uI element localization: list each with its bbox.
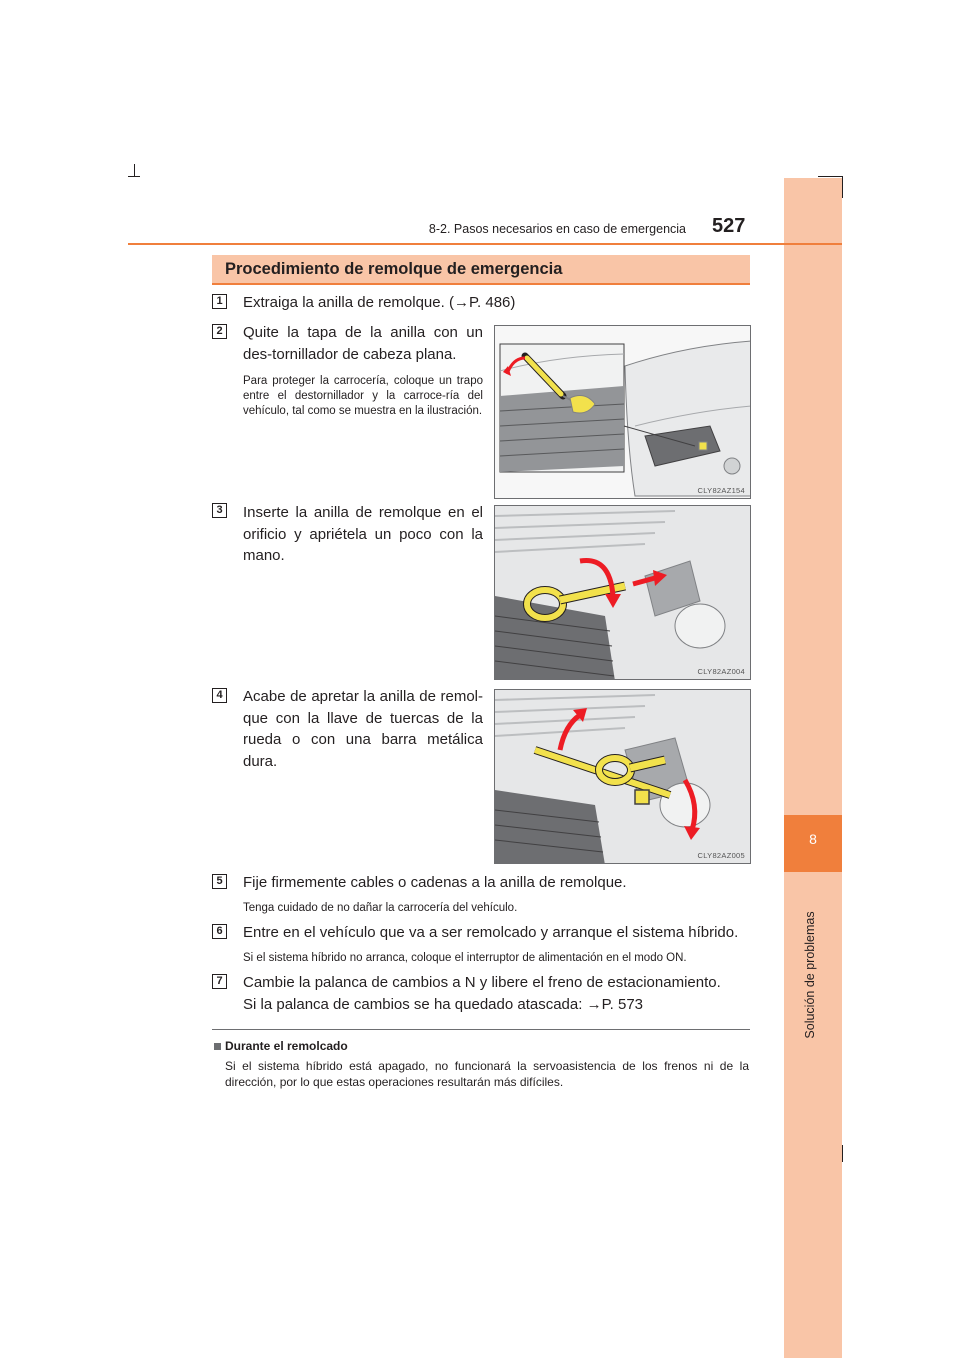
step-text: Fije firmemente cables o cadenas a la anilla de remolque. (243, 874, 627, 891)
header-section-title: 8-2. Pasos necesarios en caso de emergencia (428, 222, 686, 236)
illustration-car-front-screwdriver (495, 326, 751, 499)
step-number: 5 (212, 874, 227, 889)
info-body: Si el sistema híbrido está apagado, no funcionará la servoasistencia de los frenos ni de la dirección, por lo que estas operaciones resultarán más difíciles. (225, 1059, 749, 1089)
step-text-secondary: Si la palanca de cambios se ha quedado atascada: →P. 573 (243, 996, 644, 1013)
chapter-tab (784, 815, 842, 872)
crop-mark (842, 176, 843, 198)
step-text: Entre en el vehículo que va a ser remolcado y arranque el sistema híbrido. (243, 924, 739, 941)
step-number: 1 (212, 294, 227, 309)
chapter-side-band (784, 178, 842, 1358)
header-rule (128, 243, 842, 245)
step-number: 6 (212, 924, 227, 939)
step-text: Quite la tapa de la anilla con un des-tornillador de cabeza plana. (243, 324, 483, 363)
page-number: 527 (712, 215, 746, 237)
figure-tighten-ring (494, 689, 751, 864)
crop-mark (842, 1145, 843, 1162)
chapter-label: Solución de problemas (803, 911, 817, 1039)
step-text: Inserte la anilla de remolque en el orificio y apriétela un poco con la mano. (243, 504, 483, 564)
figure-insert-ring (494, 505, 751, 680)
illustration-insert-tow-ring (495, 506, 751, 680)
step-note: Para proteger la carrocería, coloque un trapo entre el destornillador y la carroce-ría del vehículo, tal como se muestra en la ilustración. (243, 375, 483, 417)
step-text: Acabe de apretar la anilla de remol-que con la llave de tuercas de la rueda o con una barra metálica dura. (243, 688, 483, 770)
crop-mark (128, 176, 140, 177)
step-number: 3 (212, 503, 227, 518)
figure-remove-cap (494, 325, 751, 499)
crop-mark (818, 176, 842, 177)
step-text: Cambie la palanca de cambios a N y libere el freno de estacionamiento. (243, 974, 721, 991)
figure-caption: CLY82AZ005 (697, 851, 745, 860)
step-text: Extraiga la anilla de remolque. (→P. 486) (243, 294, 516, 311)
section-heading-text: Procedimiento de remolque de emergencia (225, 260, 563, 278)
step-note: Tenga cuidado de no dañar la carrocería del vehículo. (243, 902, 518, 914)
divider (212, 1029, 750, 1030)
step-number: 4 (212, 688, 227, 703)
section-heading (212, 255, 750, 285)
illustration-tighten-tow-ring (495, 690, 751, 864)
step-number: 7 (212, 974, 227, 989)
step-number: 2 (212, 324, 227, 339)
square-bullet-icon (214, 1043, 221, 1050)
figure-caption: CLY82AZ004 (697, 667, 745, 676)
info-heading: Durante el remolcado (225, 1039, 348, 1053)
figure-caption: CLY82AZ154 (697, 486, 745, 495)
crop-mark (134, 164, 135, 176)
step-note: Si el sistema híbrido no arranca, coloque el interruptor de alimentación en el modo ON. (243, 952, 687, 964)
chapter-number: 8 (809, 831, 817, 847)
